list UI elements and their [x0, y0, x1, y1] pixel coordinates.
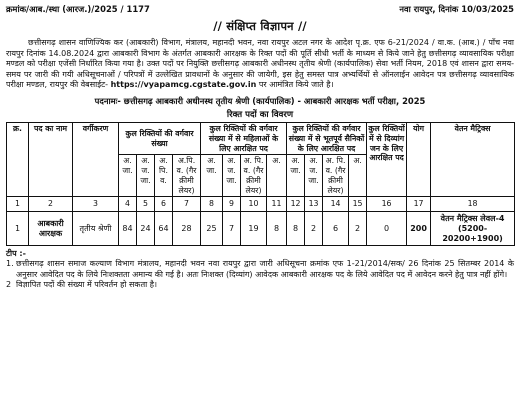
cell-class: तृतीय श्रेणी [73, 212, 119, 246]
subheader-st: अ. ज. जा. [137, 155, 155, 197]
cell-value: 7 [223, 212, 241, 246]
col-header-post: पद का नाम [29, 123, 73, 197]
cell-post: आबकारी आरक्षक [29, 212, 73, 246]
notes-section [6, 249, 514, 291]
cell-value: 19 [241, 212, 267, 246]
intro-paragraph [6, 38, 514, 91]
col-num: 15 [349, 197, 367, 212]
subheader-women-sc: अ. जा. [201, 155, 223, 197]
col-num: 1 [7, 197, 29, 212]
cell-value: 25 [201, 212, 223, 246]
col-header-women: कुल रिक्तियों की वर्गवार संख्या में से महिलाओं के लिए आरक्षित पद [201, 123, 287, 155]
col-num: 8 [201, 197, 223, 212]
intro-end-text: पर आमंत्रित किये जाते है। [256, 80, 334, 90]
website-link[interactable]: https://vyapamcg.cgstate.gov.in [110, 80, 257, 90]
col-num: 4 [119, 197, 137, 212]
col-header-total-category: कुल रिक्तियों की वर्गवार संख्या [119, 123, 201, 155]
col-num: 6 [155, 197, 173, 212]
col-num: 3 [73, 197, 119, 212]
col-num: 13 [305, 197, 323, 212]
subheader-women-obc: अ. पि. व. (गैर क्रीमी लेयर) [241, 155, 267, 197]
subheader-sc: अ. जा. [119, 155, 137, 197]
col-header-class: वर्गीकरण [73, 123, 119, 197]
subheader-women-ur: अ. [267, 155, 287, 197]
page-title: // संक्षिप्त विज्ञापन // [213, 18, 307, 33]
col-num: 10 [241, 197, 267, 212]
place-date: नवा रायपुर, दिनांक 10/03/2025 [399, 4, 514, 14]
subheader-exsm-obc: अ. पि. व. (गैर क्रीमी लेयर) [323, 155, 349, 197]
subheader-exsm-st: अ. ज. जा. [305, 155, 323, 197]
col-header-pwd: कुल रिक्तियों में से दिव्यांग जन के लिए आरक्षित पद [367, 123, 407, 197]
col-num: 12 [287, 197, 305, 212]
subheader-exsm-ur: अ. [349, 155, 367, 197]
header-row [6, 4, 514, 15]
column-number-row [7, 197, 515, 212]
subheader-exsm-sc: अ. जा. [287, 155, 305, 197]
table-title: रिक्त पदों का विवरण [226, 109, 294, 120]
cell-value: 64 [155, 212, 173, 246]
col-num: 2 [29, 197, 73, 212]
table-row [7, 212, 515, 246]
cell-value: 28 [173, 212, 201, 246]
table-header-row [7, 123, 515, 155]
col-header-pay: वेतन मैट्रिक्स [431, 123, 515, 197]
cell-pay-matrix: वेतन मैट्रिक्स लेवल-4 (5200-20200+1900) [431, 212, 515, 246]
reference-number: क्रमांक/आब./स्था (आरज.)/2025 / 1177 [6, 4, 150, 14]
cell-value: 8 [267, 212, 287, 246]
cell-value: 2 [305, 212, 323, 246]
note-item [6, 259, 514, 280]
vacancy-table [6, 122, 515, 246]
col-num: 11 [267, 197, 287, 212]
note-text: विज्ञापित पदों की संख्या में परिवर्तन हो सकता है। [16, 280, 158, 290]
col-num: 17 [407, 197, 431, 212]
col-header-sno: क्र. [7, 123, 29, 197]
subheader-obc-ncl: अ.पि. व. (गैर क्रीमी लेयर) [173, 155, 201, 197]
note-item [6, 280, 514, 291]
cell-value: 6 [323, 212, 349, 246]
cell-value: 24 [137, 212, 155, 246]
col-header-total: योग [407, 123, 431, 197]
notes-heading: टीप :- [6, 249, 26, 259]
col-num: 16 [367, 197, 407, 212]
col-num: 18 [431, 197, 515, 212]
intro-text: छत्तीसगढ़ शासन वाणिज्यिक कर (आबकारी) विभाग, मंत्रालय, महानदी भवन, नवा रायपुर अटल नगर के आदेश पृ.क्र. एफ 6-21/2024 / वा.क. (आब.) / पाँच नवा रायपुर दिनांक 14.08.2024 द्वारा आबकारी विभाग के अंतर्गत आबकारी आरक्षक के रिक्त पदों की पूर्ति सीधी भर्ती के माध्यम से किये जाने हेतु छत्तीसगढ़ व्यावसायिक परीक्षा मण्डल को परीक्षा एजेंसी निर्धारित किया गया है। उक्त पदों पर नियुक्ति छत्तीसगढ़ आबकारी अधीनस्थ तृतीय श्रेणी (कार्यपालिक) सेवा भर्ती नियम, 2018 एवं शासन द्वारा समय-समय पर जारी की गयी अधिसूचनाओं / परिपत्रों में उल्लेखित प्रावधानों के अनुसार की जायेगी, इस हेतु समस्त पात्र अभ्यर्थियों से ऑनलाईन आवेदन पत्र छत्तीसगढ़ व्यावसायिक परीक्षा मण्डल, रायपुर की वेबसाईट- [6, 37, 514, 90]
col-num: 14 [323, 197, 349, 212]
col-num: 7 [173, 197, 201, 212]
subheader-obc: अ. पि. व. [155, 155, 173, 197]
note-text: छत्तीसगढ़ शासन समाज कल्याण विभाग मंत्रालय, महानदी भवन नवा रायपुर द्वारा जारी अधिसूचना क्रमांक एफ 1-21/2014/सक/ 26 दिनांक 25 सितम्बर 2014 के अनुसार आवेदित पद के लिये निःशक्तता अमान्य की गई है। अतः निःशक्त (दिव्यांग) आवेदक आबकारी आरक्षक पद के लिये आवेदित पद में आवेदन करने हेतु पात्र नहीं होंगे। [16, 259, 514, 279]
note-number: 2 [6, 280, 12, 290]
note-number: 1. [6, 259, 14, 269]
post-name-line: पदनामः- छत्तीसगढ़ आबकारी अधीनस्थ तृतीय श्रेणी (कार्यपालिक) - आबकारी आरक्षक भर्ती परीक्षा, 2025 [94, 96, 426, 106]
col-num: 5 [137, 197, 155, 212]
subheader-women-st: अ. ज. जा. [223, 155, 241, 197]
cell-total: 200 [407, 212, 431, 246]
cell-sno: 1 [7, 212, 29, 246]
cell-value: 84 [119, 212, 137, 246]
cell-value: 8 [287, 212, 305, 246]
col-header-ex-servicemen: कुल रिक्तियों की वर्गवार संख्या में से भूतपूर्व सैनिकों के लिए आरक्षित पद [287, 123, 367, 155]
cell-value: 0 [367, 212, 407, 246]
cell-value: 2 [349, 212, 367, 246]
col-num: 9 [223, 197, 241, 212]
